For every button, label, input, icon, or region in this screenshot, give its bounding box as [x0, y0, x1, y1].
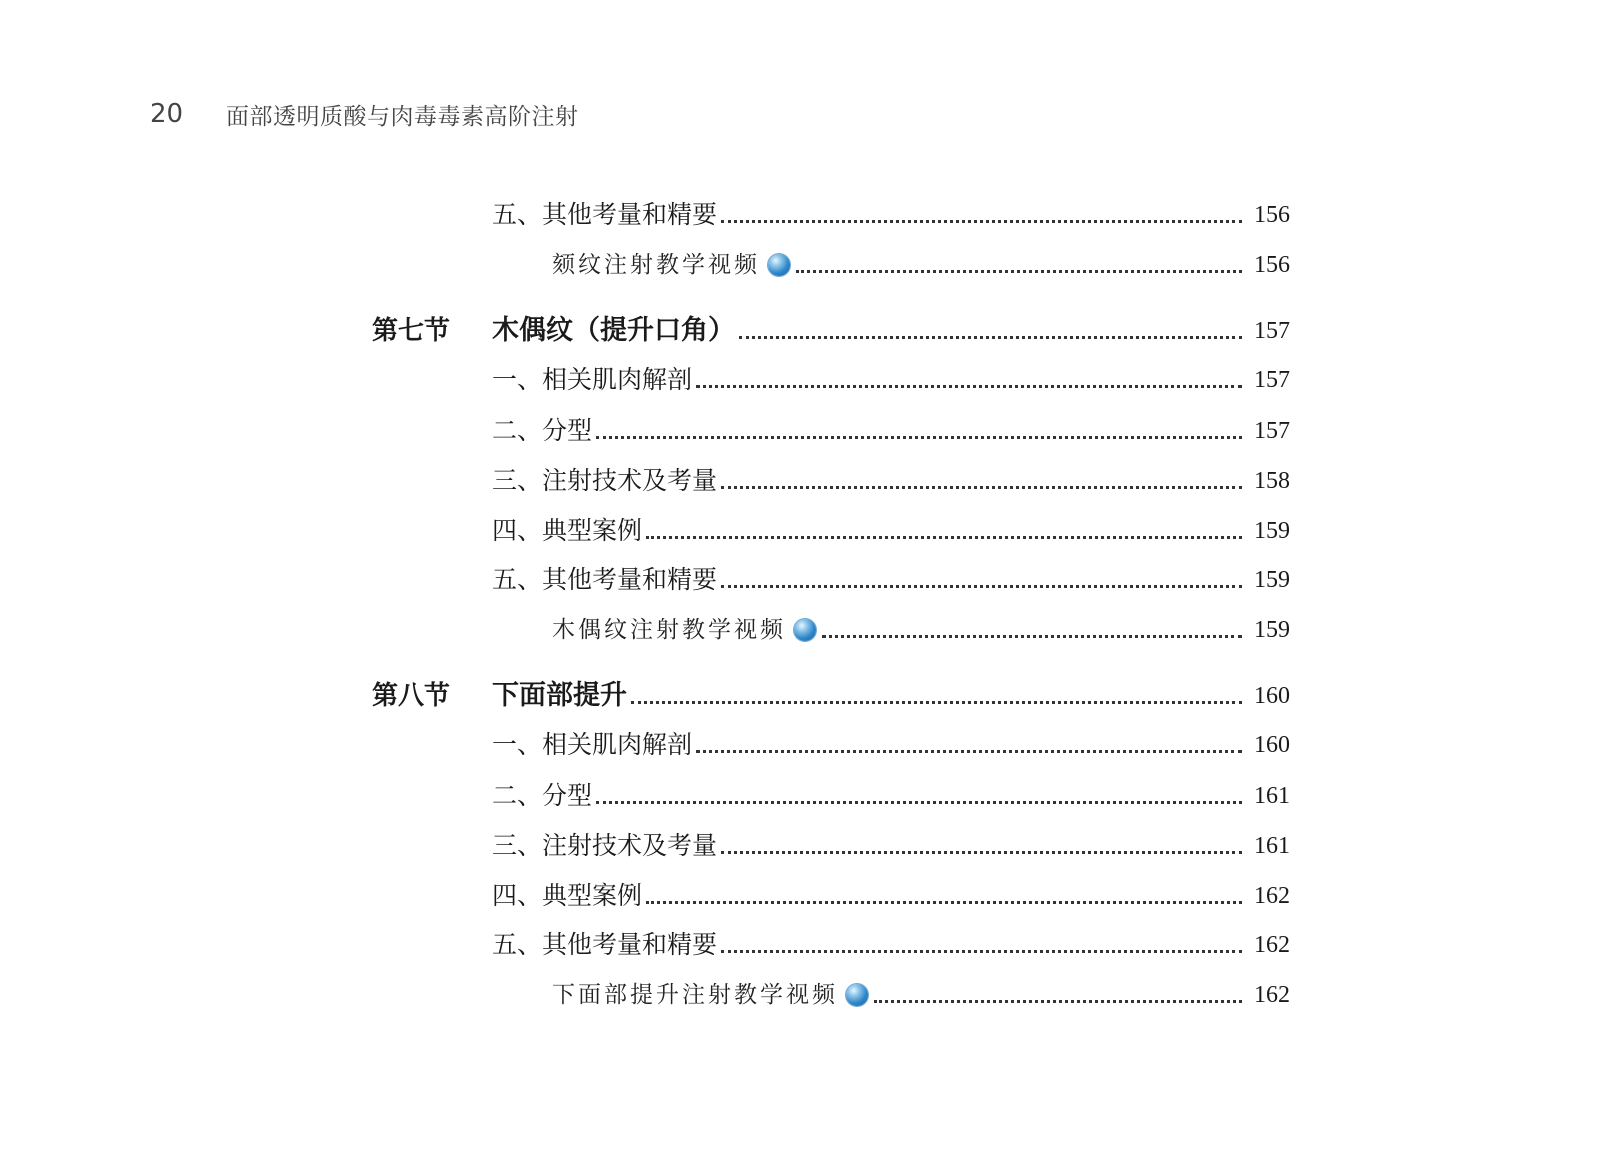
- toc-entry[interactable]: [492, 560, 1290, 600]
- dot-leader: [721, 585, 1242, 588]
- toc-entry-title: 三、注射技术及考量: [492, 831, 718, 860]
- toc-entry[interactable]: [492, 411, 1290, 451]
- toc-page-number: 156: [1254, 252, 1290, 278]
- dot-leader: [721, 486, 1242, 489]
- toc-entry-title: 二、分型: [492, 781, 593, 810]
- toc-entry-title: 下面部提升: [492, 680, 627, 711]
- dot-leader: [696, 385, 1242, 388]
- toc-page-number: 161: [1254, 833, 1290, 859]
- toc-video-entry[interactable]: [552, 975, 1290, 1015]
- dot-leader: [596, 436, 1242, 439]
- toc-page-number: 159: [1254, 518, 1290, 544]
- toc-section-heading[interactable]: [372, 311, 1290, 351]
- toc-page-number: 157: [1254, 318, 1290, 344]
- video-play-icon[interactable]: [846, 984, 868, 1006]
- toc-entry[interactable]: [492, 776, 1290, 816]
- dot-leader: [822, 635, 1242, 638]
- toc-page-number: 161: [1254, 783, 1290, 809]
- toc-entry-title: 五、其他考量和精要: [492, 200, 718, 229]
- dot-leader: [646, 536, 1242, 539]
- toc-entry-title: 木偶纹注射教学视频: [552, 617, 786, 643]
- toc-video-entry[interactable]: [552, 245, 1290, 285]
- toc-entry-title: 四、典型案例: [492, 881, 643, 910]
- toc-entry-title: 颏纹注射教学视频: [552, 252, 760, 278]
- toc-entry[interactable]: [492, 826, 1290, 866]
- toc-page-number: 160: [1254, 732, 1290, 758]
- dot-leader: [796, 270, 1242, 273]
- toc-entry[interactable]: [492, 195, 1290, 235]
- toc-page-number: 157: [1254, 367, 1290, 393]
- toc-page-number: 162: [1254, 883, 1290, 909]
- toc-page-number: 159: [1254, 617, 1290, 643]
- dot-leader: [721, 950, 1242, 953]
- toc-entry-title: 木偶纹（提升口角）: [492, 315, 735, 346]
- toc-entry[interactable]: [492, 925, 1290, 965]
- toc-entry[interactable]: [492, 360, 1290, 400]
- dot-leader: [596, 801, 1242, 804]
- toc-video-entry[interactable]: [552, 610, 1290, 650]
- video-play-icon[interactable]: [768, 254, 790, 276]
- toc-entry[interactable]: [492, 876, 1290, 916]
- section-number: 第八节: [372, 681, 451, 711]
- dot-leader: [631, 701, 1242, 704]
- toc-page-number: 157: [1254, 418, 1290, 444]
- toc-entry[interactable]: [492, 461, 1290, 501]
- toc-entry-title: 三、注射技术及考量: [492, 466, 718, 495]
- book-title: 面部透明质酸与肉毒毒素高阶注射: [226, 103, 579, 130]
- toc-entry[interactable]: [492, 511, 1290, 551]
- section-number: 第七节: [372, 316, 451, 346]
- dot-leader: [721, 851, 1242, 854]
- dot-leader: [874, 1000, 1242, 1003]
- dot-leader: [739, 336, 1242, 339]
- dot-leader: [721, 220, 1242, 223]
- toc-entry-title: 四、典型案例: [492, 516, 643, 545]
- toc-page-number: 158: [1254, 468, 1290, 494]
- dot-leader: [696, 750, 1242, 753]
- toc-entry[interactable]: [492, 725, 1290, 765]
- page-number: 20: [150, 99, 184, 129]
- toc-page-number: 162: [1254, 982, 1290, 1008]
- toc-entry-title: 五、其他考量和精要: [492, 565, 718, 594]
- toc-page-number: 159: [1254, 567, 1290, 593]
- toc-page-number: 160: [1254, 683, 1290, 709]
- toc-entry-title: 下面部提升注射教学视频: [552, 982, 838, 1008]
- video-play-icon[interactable]: [794, 619, 816, 641]
- toc-entry-title: 一、相关肌肉解剖: [492, 730, 693, 759]
- toc-entry-title: 二、分型: [492, 416, 593, 445]
- toc-section-heading[interactable]: [372, 676, 1290, 716]
- toc-entry-title: 一、相关肌肉解剖: [492, 365, 693, 394]
- dot-leader: [646, 901, 1242, 904]
- toc-page-number: 162: [1254, 932, 1290, 958]
- toc-entry-title: 五、其他考量和精要: [492, 930, 718, 959]
- toc-page-number: 156: [1254, 202, 1290, 228]
